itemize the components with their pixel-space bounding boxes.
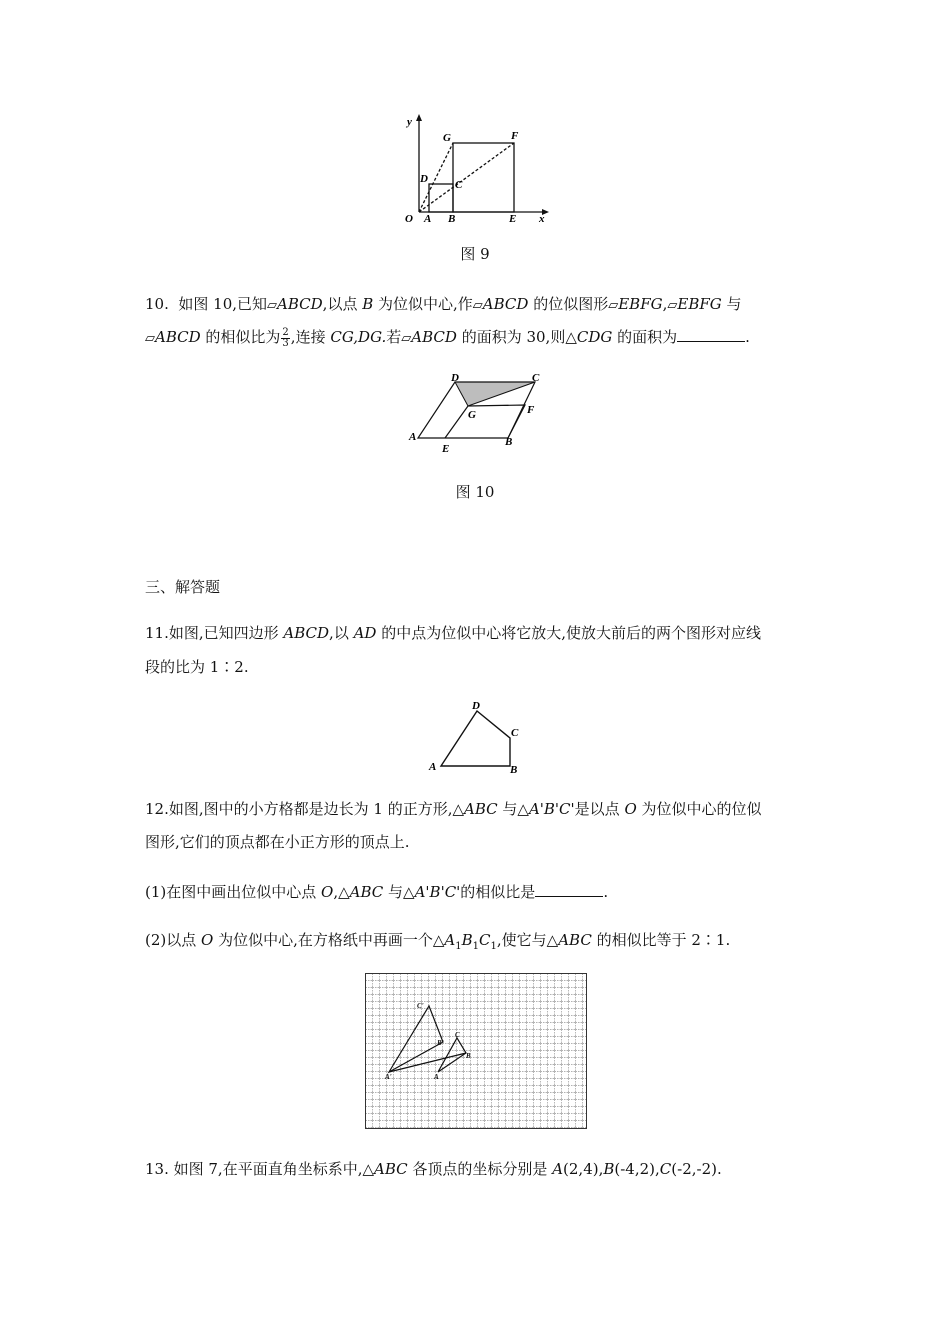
fraction-two-thirds: $\frac{2}{3}$: [282, 326, 289, 349]
fig10-caption: 图 10: [455, 483, 495, 501]
fig9-caption: 图 9: [460, 245, 490, 263]
label-d: D: [451, 372, 459, 384]
q12-line1: 12.如图,图中的小方格都是边长为 1 的正方形,△ABC 与△A'B'C'是以点 O 为位似中心的位似: [145, 800, 762, 818]
q11-line2: 段的比为 1∶2.: [145, 658, 249, 676]
label-g: G: [468, 409, 476, 421]
grid-label-c: C: [455, 1031, 460, 1039]
square-abcd: [429, 184, 453, 212]
label-e: E: [509, 213, 517, 223]
label-a: A: [424, 213, 432, 223]
label-f: F: [527, 404, 535, 416]
square-befg: [453, 143, 514, 212]
label-y: y: [407, 116, 412, 128]
grid-background: [366, 974, 587, 1129]
q13-line: 13. 如图 7,在平面直角坐标系中,△ABC 各顶点的坐标分别是 A(2,4),B(-4,2),C(-2,-2).: [145, 1160, 722, 1178]
q10-line2: ▱ABCD 的相似比为 $\frac{2}{3}$ ,连接 CG,DG.若▱ABCD 的面积为 30,则△CDG 的面积为 .: [145, 326, 750, 349]
figure-10: [405, 372, 555, 460]
grid-label-cp: C': [417, 1002, 424, 1010]
figure-q12-grid: [365, 973, 587, 1129]
label-o: O: [405, 213, 413, 223]
label-c: C: [511, 727, 519, 739]
answer-blank-q10[interactable]: [677, 327, 745, 342]
label-x: x: [539, 213, 545, 223]
quadrilateral-abcd: [441, 711, 510, 766]
answer-blank-q12[interactable]: [535, 882, 603, 897]
dashed-of: [419, 143, 514, 212]
grid-label-a: A: [434, 1073, 439, 1081]
label-b: B: [448, 213, 456, 223]
label-d: D: [420, 173, 428, 185]
figure-9: [395, 108, 565, 223]
label-e: E: [442, 443, 450, 455]
label-d: D: [472, 700, 480, 712]
figure-q11: [425, 696, 525, 776]
grid-label-bp: B': [437, 1039, 444, 1047]
parallelogram-ebfg: [445, 405, 525, 438]
section-title: 三、解答题: [145, 578, 221, 596]
label-g: G: [443, 132, 451, 144]
q12-sub2: (2)以点 O 为位似中心,在方格纸中再画一个$\triangle A_1B_1C_1$,使它与△ABC 的相似比等于 2∶1.: [145, 931, 731, 952]
label-c: C: [532, 372, 540, 384]
q12-sub1: (1)在图中画出位似中心点 O,△ABC 与△A'B'C'的相似比是 .: [145, 883, 609, 901]
label-b: B: [505, 436, 513, 448]
shaded-triangle-cdg: [455, 382, 535, 406]
label-b: B: [510, 764, 518, 776]
label-a: A: [409, 431, 417, 443]
q12-line2: 图形,它们的顶点都在小正方形的顶点上.: [145, 833, 410, 851]
label-f: F: [511, 130, 519, 142]
q10-line1: 10. 如图 10,已知▱ABCD,以点 B 为位似中心,作▱ABCD 的位似图形▱EBFG,▱EBFG 与: [145, 295, 742, 313]
grid-label-b: B: [466, 1052, 471, 1060]
q11-line1: 11.如图,已知四边形 ABCD,以 AD 的中点为位似中心将它放大,使放大前后的两个图形对应线: [145, 624, 761, 642]
label-c: C: [455, 179, 463, 191]
grid-label-ap: A': [385, 1073, 392, 1081]
label-a: A: [429, 761, 437, 773]
